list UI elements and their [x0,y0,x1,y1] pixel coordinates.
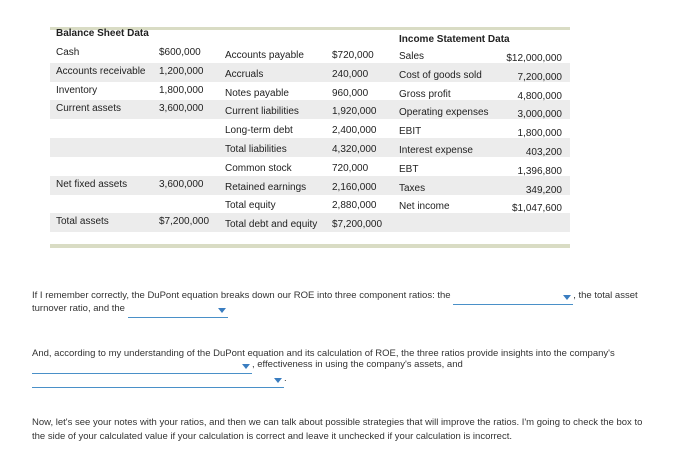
liability-label: Common stock [225,162,292,174]
asset-value: 3,600,000 [159,178,204,190]
table-row [50,82,570,101]
liability-label: Total liabilities [225,144,287,155]
liability-value: 4,320,000 [332,144,377,155]
liability-value: 2,880,000 [332,200,377,212]
income-value: 349,200 [525,184,562,196]
asset-label: Cash [56,47,80,58]
table-row [50,194,570,213]
ratio-dropdown-2[interactable] [128,305,228,318]
liability-value: 960,000 [332,87,369,99]
income-value: 3,000,000 [517,109,562,121]
income-statement-title: Income Statement Data [399,34,510,45]
liability-label: Long-term debt [225,125,293,137]
asset-label: Total assets [56,216,109,228]
income-label: Operating expenses [399,107,489,119]
p3-text-b: the side of your calculated value if your calculation is correct and leave it unchecked if your calculation is incorrect. [32,431,512,442]
asset-value: $600,000 [159,47,201,58]
table-row [50,138,570,157]
dupont-paragraph-2c [32,370,287,388]
balance-sheet-title: Balance Sheet Data [56,28,149,39]
income-value: 4,800,000 [517,90,562,102]
p2-text-c: . [284,373,287,384]
table-bottom-rule [50,244,570,248]
chevron-down-icon [242,364,250,369]
table-row [50,157,570,176]
income-value: $12,000,000 [506,53,562,64]
liability-value: 240,000 [332,68,369,80]
liability-label: Accounts payable [225,50,304,61]
asset-value: 1,200,000 [159,65,204,77]
table-row [50,213,570,232]
liability-value: $720,000 [332,50,374,61]
income-label: Interest expense [399,145,473,156]
liability-value: $7,200,000 [332,219,383,231]
asset-value: $7,200,000 [159,216,210,228]
liability-label: Total equity [225,200,276,212]
ratio-dropdown-1[interactable] [453,292,573,305]
asset-label: Accounts receivable [56,65,146,77]
p1-text-b: , the total asset [573,290,638,301]
insight-dropdown-2[interactable] [32,375,284,388]
liability-value: 2,400,000 [332,125,377,137]
table-row [50,100,570,119]
asset-value: 3,600,000 [159,103,204,115]
p2-text-b: , effectiveness in using the company's assets, and [252,359,463,370]
income-label: Cost of goods sold [399,69,482,81]
dupont-paragraph-1b [32,300,228,318]
table-row [50,176,570,195]
asset-value: 1,800,000 [159,84,204,96]
liability-label: Total debt and equity [225,219,318,231]
income-value: 1,396,800 [517,165,562,177]
income-value: 403,200 [525,147,562,158]
asset-label: Inventory [56,84,98,96]
p1-text-a: If I remember correctly, the DuPont equation breaks down our ROE into three component ratios: the [32,290,451,301]
liability-label: Notes payable [225,87,289,99]
income-label: Sales [399,51,425,62]
income-label: EBT [399,163,419,175]
p1-text-c: turnover ratio, and the [32,303,125,314]
asset-label: Net fixed assets [56,178,128,190]
table-row [50,63,570,82]
income-value: 7,200,000 [517,71,562,83]
liability-label: Accruals [225,68,264,80]
income-value: $1,047,600 [511,203,562,215]
table-row [50,119,570,138]
liability-value: 2,160,000 [332,181,377,193]
chevron-down-icon [218,308,226,313]
liability-label: Current liabilities [225,106,299,118]
income-label: Gross profit [399,88,451,100]
table-row [50,44,570,63]
asset-label: Current assets [56,103,122,115]
chevron-down-icon [274,378,282,383]
income-label: Taxes [399,182,426,194]
liability-value: 1,920,000 [332,106,377,118]
p2-text-a: And, according to my understanding of the DuPont equation and its calculation of ROE, the three ratios provide insights into the company's [32,348,615,359]
liability-value: 720,000 [332,162,369,174]
chevron-down-icon [563,295,571,300]
income-label: Net income [399,201,450,213]
p3-text-a: Now, let's see your notes with your ratios, and then we can talk about possible strategies that will improve the ratios. I'm going to check the box to [32,417,643,428]
income-value: 1,800,000 [517,128,562,140]
notes-paragraph-line-2 [32,428,512,446]
liability-label: Retained earnings [225,181,307,193]
income-label: EBIT [399,126,422,138]
